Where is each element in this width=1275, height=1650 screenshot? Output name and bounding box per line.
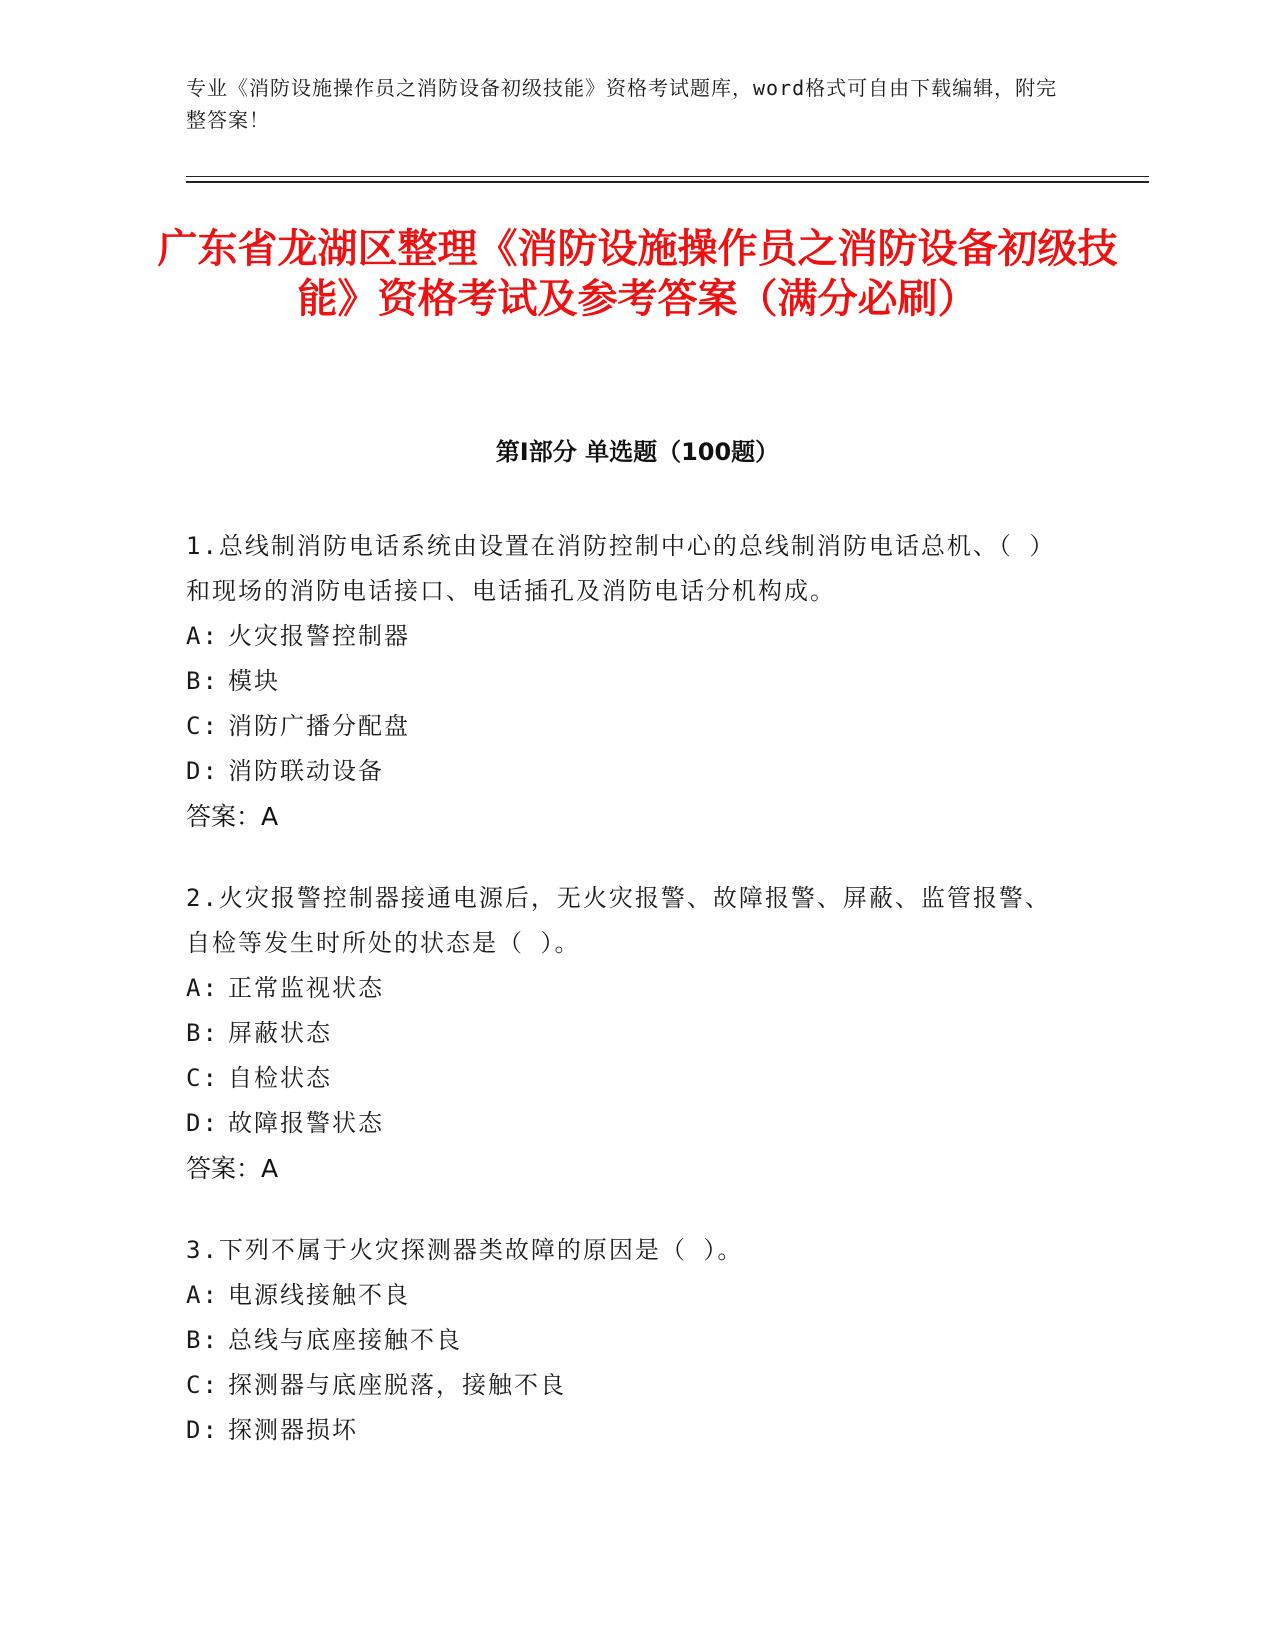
option-letter: D:	[186, 1416, 219, 1444]
option-text: 自检状态	[228, 1064, 332, 1092]
question-list	[186, 524, 1066, 1490]
question-3	[186, 1228, 1066, 1453]
question-stem: 3.下列不属于火灾探测器类故障的原因是（ ）。	[186, 1236, 744, 1264]
answer-line: 答案：A	[186, 1154, 279, 1183]
question-stem: 2.火灾报警控制器接通电源后，无火灾报警、故障报警、屏蔽、监管报警、自检等发生时所处的状态是（ ）。	[186, 884, 1051, 957]
option-c	[186, 1363, 1066, 1408]
option-letter: B:	[186, 1326, 219, 1354]
section-title: 第Ⅰ部分 单选题（100题）	[495, 438, 780, 466]
option-b	[186, 659, 1066, 704]
option-c	[186, 1056, 1066, 1101]
option-letter: B:	[186, 667, 219, 695]
option-a	[186, 966, 1066, 1011]
option-text: 消防广播分配盘	[228, 712, 410, 740]
header-rule-thick	[186, 181, 1149, 183]
option-d	[186, 749, 1066, 794]
question-2	[186, 876, 1066, 1191]
question-1	[186, 524, 1066, 839]
option-text: 屏蔽状态	[228, 1019, 332, 1047]
question-stem: 1.总线制消防电话系统由设置在消防控制中心的总线制消防电话总机、（ ）和现场的消防电话接口、电话插孔及消防电话分机构成。	[186, 532, 1056, 605]
option-text: 总线与底座接触不良	[228, 1326, 462, 1354]
option-letter: A:	[186, 622, 219, 650]
header-note: 专业《消防设施操作员之消防设备初级技能》资格考试题库，word格式可自由下载编辑，附完整答案！	[186, 76, 1058, 132]
option-d	[186, 1408, 1066, 1453]
option-a	[186, 1273, 1066, 1318]
option-text: 火灾报警控制器	[228, 622, 410, 650]
option-c	[186, 704, 1066, 749]
option-a	[186, 614, 1066, 659]
option-letter: D:	[186, 757, 219, 785]
option-text: 正常监视状态	[228, 974, 384, 1002]
document-title: 广东省龙湖区整理《消防设施操作员之消防设备初级技能》资格考试及参考答案（满分必刷）	[157, 226, 1118, 322]
option-text: 电源线接触不良	[228, 1281, 410, 1309]
header-rule-thin	[186, 176, 1149, 177]
option-b	[186, 1318, 1066, 1363]
answer-line: 答案：A	[186, 802, 279, 831]
option-letter: B:	[186, 1019, 219, 1047]
option-text: 探测器损坏	[228, 1416, 358, 1444]
option-d	[186, 1101, 1066, 1146]
option-letter: C:	[186, 712, 219, 740]
option-text: 探测器与底座脱落，接触不良	[228, 1371, 566, 1399]
option-text: 模块	[228, 667, 280, 695]
option-letter: A:	[186, 974, 219, 1002]
option-letter: D:	[186, 1109, 219, 1137]
option-text: 故障报警状态	[228, 1109, 384, 1137]
option-letter: C:	[186, 1064, 219, 1092]
option-letter: C:	[186, 1371, 219, 1399]
option-text: 消防联动设备	[228, 757, 384, 785]
option-b	[186, 1011, 1066, 1056]
option-letter: A:	[186, 1281, 219, 1309]
